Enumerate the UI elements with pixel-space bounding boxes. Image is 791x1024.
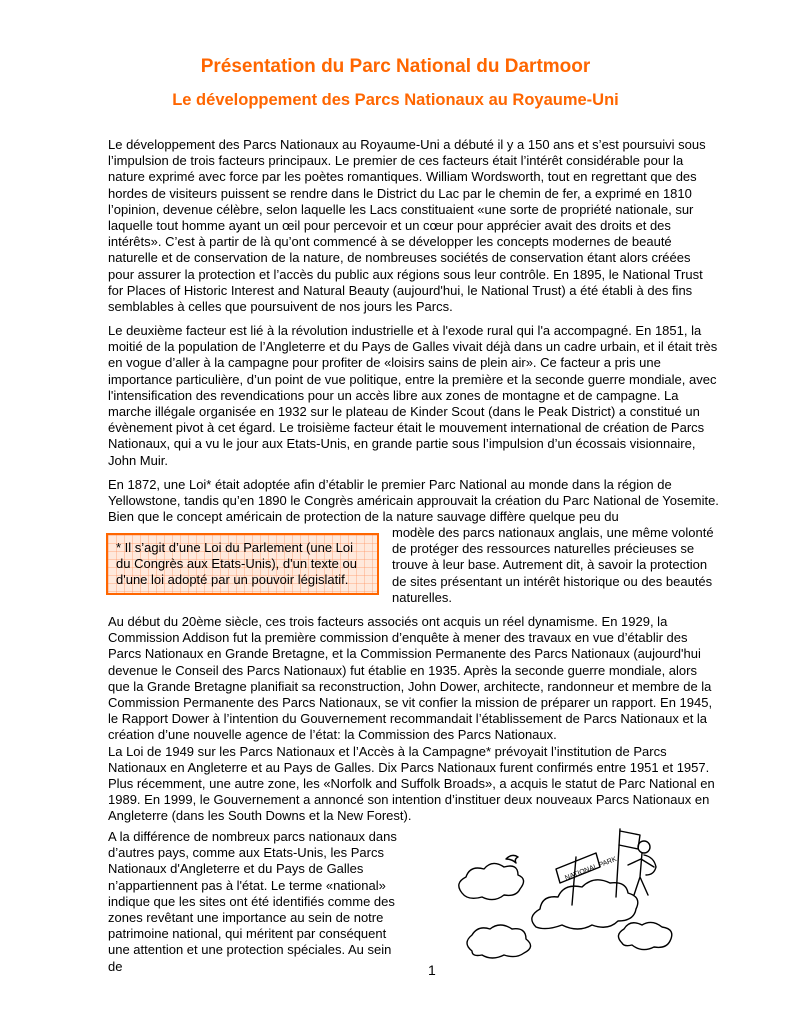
sign-text: NATIONAL PARK — [564, 855, 618, 883]
paragraph-5: A la différence de nombreux parcs nationaux dans d’autres pays, comme aux Etats-Unis, les Parcs Nationaux d'Angleterre et du Pays de Galles n’appartiennent pas à l'état. Le terme «national» indique que les sites ont été identifiés comme des zones revêtant une importance au sein de notre patrimoine national, qui méritent par conséquent une attention et une protection spéciales. Au sein de — [108, 829, 397, 974]
sign-post — [572, 857, 576, 905]
page-number: 1 — [428, 962, 436, 978]
footnote-text: * Il s’agit d’une Loi du Parlement (une Loi du Congrès aux Etats-Unis), d'un texte ou d'une loi adopté par un pouvoir législatif. — [116, 540, 357, 588]
hiker-illustration — [452, 823, 688, 971]
paragraph-3-continued: modèle des parcs nationaux anglais, une même volonté de protéger des ressources naturelles précieuses se trouve à leur base. Autrement dit, à savoir la protection de sites présentant un intérêt historique ou des beautés naturelles. — [392, 525, 714, 605]
cloud-left — [459, 863, 524, 899]
bird — [506, 855, 518, 863]
paragraph-4-text: Au début du 20ème siècle, ces trois facteurs associés ont acquis un réel dynamisme. En 1929, la Commission Addison fut la première commission d’enquête à mener des travaux en vue d’établir des Parcs Nationaux en Grande Bretagne, et la Commission Permanente des Parcs Nationaux (aujourd'hui devenue le Conseil des Parcs Nationaux) fut établie en 1935. Après la seconde guerre mondiale, alors que la Grande Bretagne planifiait sa reconstruction, John Dower, architecte, randonneur et membre de la Commission Permanente des Parcs Nationaux, se vit confier la mission de préparer un rapport. En 1945, le Rapport Dower à l’intention du Gouvernement recommandait l’établissement de Parcs Nationaux et la création d’une nouvelle agence de l’état: la Commission des Parcs Nationaux. — [108, 614, 713, 743]
paragraph-3: En 1872, une Loi* était adoptée afin d’établir le premier Parc National au monde dans la région de Yellowstone, tandis qu’en 1890 le Congrès américain approuvait la création du Parc National de Yosemite. Bien que le concept américain de protection de la nature sauvage diffère quelque peu du — [108, 477, 719, 525]
flag-pole — [616, 829, 620, 897]
footnote-box — [106, 533, 379, 595]
page-subtitle: Le développement des Parcs Nationaux au Royaume-Uni — [172, 91, 619, 109]
cloud-right — [618, 922, 671, 949]
cloud-bottom — [467, 925, 531, 958]
hiker-head — [638, 841, 650, 853]
page-title: Présentation du Parc National du Dartmoor — [200, 56, 591, 77]
flag — [619, 831, 640, 849]
paragraph-1: Le développement des Parcs Nationaux au Royaume-Uni a débuté il y a 150 ans et s’est poursuivi sous l’impulsion de trois facteurs principaux. Le premier de ces facteurs était l’intérêt considérable pour la nature exprimé avec force par les poètes romantiques. William Wordsworth, tout en regrettant que des hordes de visiteurs puissent se rendre dans le District du Lac par le chemin de fer, a exprimé en 1810 l’opinion, devenue célèbre, selon laquelle les Lacs constituaient «une sorte de propriété nationale, sur laquelle tout homme ayant un œil pour percevoir et un cœur pour apprécier avait des droits et des intérêts». C’est à partir de là qu’ont commencé à se développer les concepts modernes de beauté naturelle et de conservation de la nature, de nombreuses sociétés de conservation étant alors créées pour assurer la protection et l’accès du public aux régions sous leur contrôle. En 1895, le National Trust for Places of Historic Interest and Natural Beauty (aujourd'hui, le National Trust) a été établi à des fins semblables à celles que poursuivent de nos jours les Parcs. — [108, 137, 706, 315]
paragraph-2: Le deuxième facteur est lié à la révolution industrielle et à l'exode rural qui l'a accompagné. En 1851, la moitié de la population de l’Angleterre et du Pays de Galles vivait déjà dans un cadre urbain, et il était très en vogue d’aller à la campagne pour profiter de «loisirs sains de plein air». Ce facteur a pris une importance particulière, d’un point de vue politique, entre la première et la seconde guerre mondiale, avec l'intensification des revendications pour un accès libre aux zones de montagne et de campagne. La marche illégale organisée en 1932 sur le plateau de Kinder Scout (dans le Peak District) a constitué un évènement pivot à cet égard. Le troisième facteur était le mouvement international de création de Parcs Nationaux, qui a vu le jour aux Etats-Unis, en grande partie sous l’impulsion d’un écossais visionnaire, John Muir. — [108, 323, 718, 468]
paragraph-4 — [108, 614, 720, 825]
paragraph-4-continued: La Loi de 1949 sur les Parcs Nationaux et l’Accès à la Campagne* prévoyait l’institution de Parcs Nationaux en Angleterre et au Pays de Galles. Dix Parcs Nationaux furent confirmés entre 1951 et 1957. Plus récemment, une autre zone, les «Norfolk and Suffolk Broads», a acquis le statut de Parc National en 1989. En 1999, le Gouvernement a annoncé son intention d’instituer deux nouveaux Parcs Nationaux en Angleterre (dans les South Downs et la New Forest). — [108, 743, 715, 824]
hill-mound — [532, 880, 638, 929]
